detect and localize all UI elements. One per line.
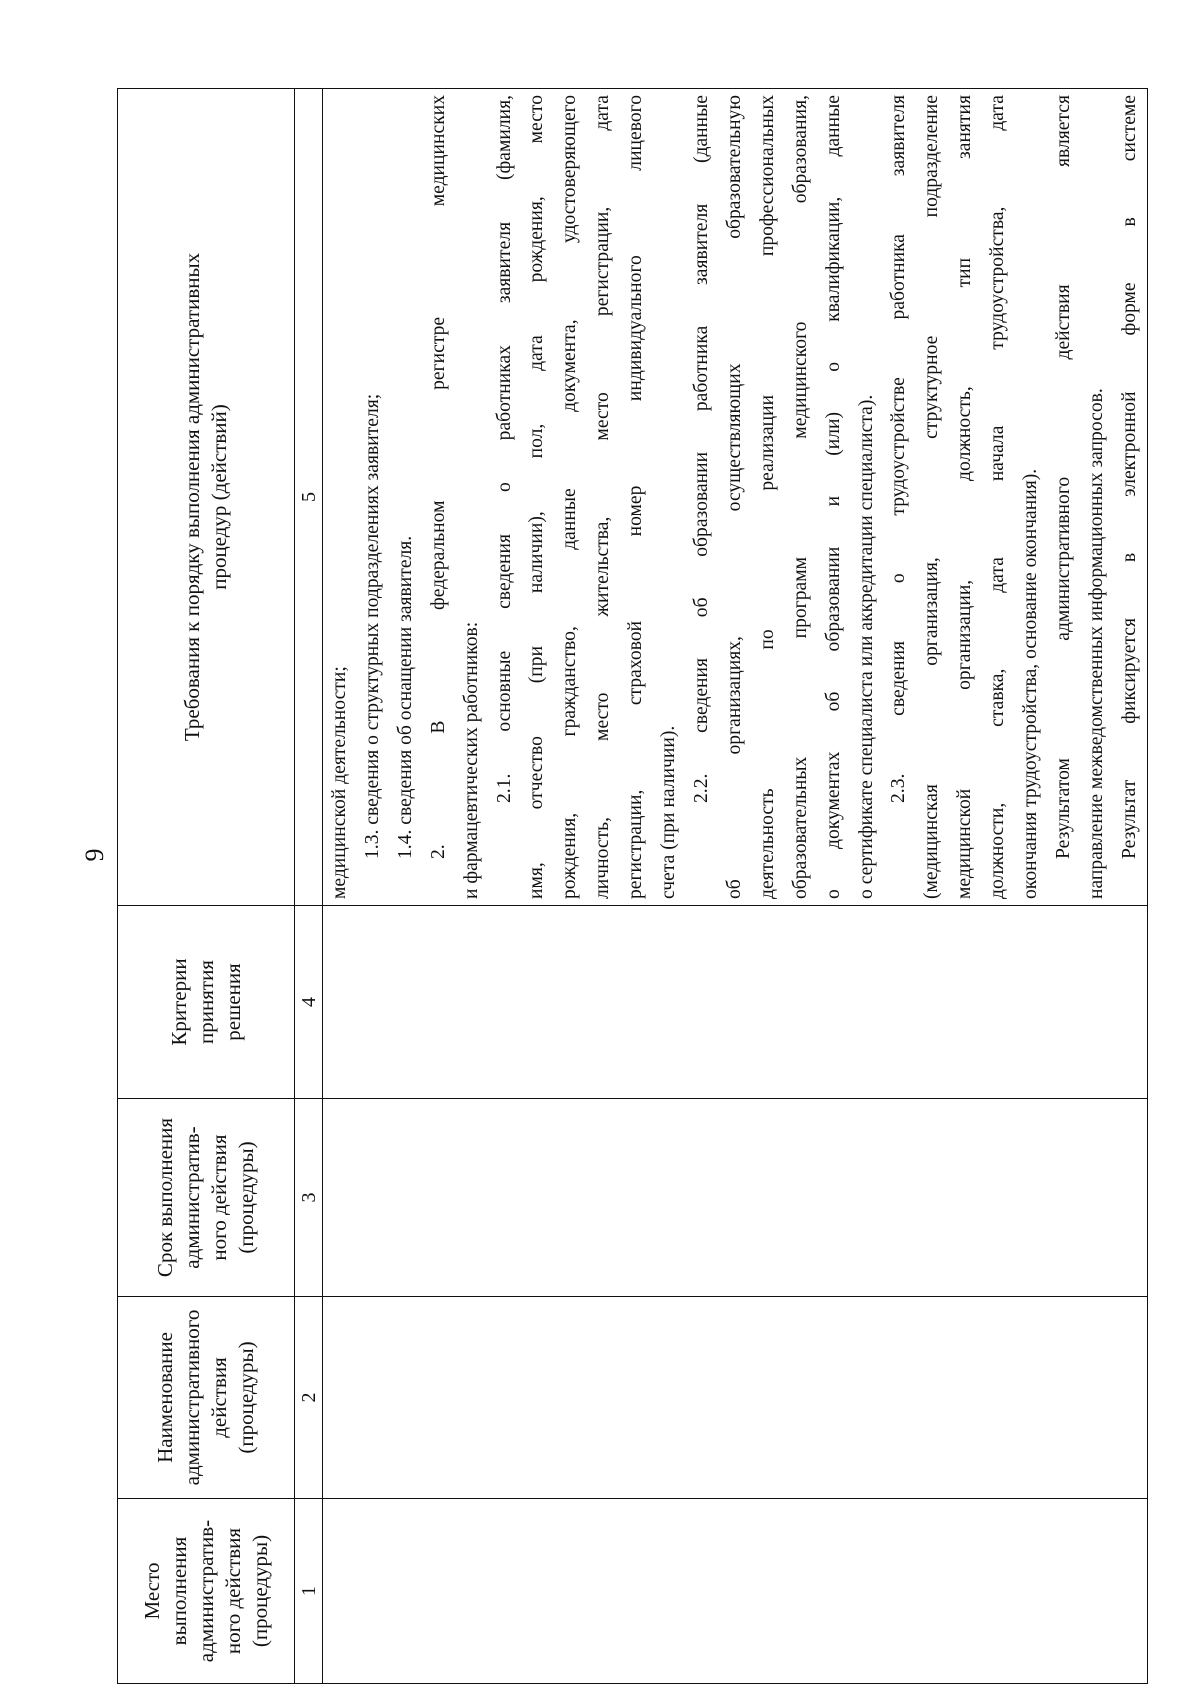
table-header-row [118, 89, 295, 1684]
page-number: 9 [80, 848, 109, 862]
text-line: направление межведомственных информационных запросов. [1085, 388, 1107, 899]
header-cell-term: Срок выполнения административ- ного действия (процедуры) [118, 1099, 295, 1297]
header-cell-requirements: Требования к порядку выполнения административных процедур (действий) [118, 89, 295, 906]
text-line: о сертификате специалиста или аккредитации специалиста). [855, 394, 877, 899]
text-line: об организациях, осуществляющих образовательную [723, 95, 745, 899]
text-line: деятельность по реализации профессиональных [756, 95, 778, 899]
body-cell-name [323, 1297, 1148, 1499]
text-line: Результат фиксируется в электронной форме в системе [1118, 95, 1140, 859]
text-line: окончания трудоустройства, основание окончания). [1020, 468, 1042, 899]
text-line: рождения, гражданство, данные документа, удостоверяющего [559, 95, 581, 899]
text-line: медицинской организации, должность, тип занятия [954, 95, 976, 899]
text-line: личность, место жительства, место регистрации, дата [592, 95, 614, 899]
body-cell-place [323, 1499, 1148, 1684]
header-cell-place: Место выполнения административ- ного действия (процедуры) [118, 1499, 295, 1684]
text-line: и фармацевтических работников: [460, 621, 482, 899]
requirements-text [323, 89, 1147, 905]
text-line: о документах об образовании и (или) о квалификации, данные [822, 95, 844, 899]
procedures-table [117, 89, 1140, 1684]
text-line: 2. В федеральном регистре медицинских [427, 95, 449, 859]
column-number: 4 [295, 906, 323, 1099]
text-line: 2.3. сведения о трудоустройстве работника заявителя [888, 95, 910, 803]
header-cell-name: Наименование административного действия (процедуры) [118, 1297, 295, 1499]
text-line: Результатом административного действия является [1052, 95, 1074, 859]
text-line: 1.4. сведения об оснащении заявителя. [394, 535, 416, 859]
table-body-row [323, 89, 1148, 1684]
body-cell-requirements [323, 89, 1148, 906]
text-line: регистрации, страховой номер индивидуального лицевого [625, 95, 647, 899]
text-line: должности, ставка, дата начала трудоустройства, дата [987, 95, 1009, 899]
text-line: образовательных программ медицинского образования, [789, 95, 811, 899]
text-line: 2.1. основные сведения о работниках заявителя (фамилия, [493, 95, 515, 803]
text-line: медицинской деятельности; [329, 666, 350, 899]
body-cell-criteria [323, 906, 1148, 1099]
body-cell-term [323, 1099, 1148, 1297]
text-line: (медицинская организация, структурное подразделение [921, 95, 943, 899]
column-number: 3 [295, 1099, 323, 1297]
text-line: 2.2. сведения об образовании работника заявителя (данные [690, 95, 712, 803]
column-number: 2 [295, 1297, 323, 1499]
column-number-row [295, 89, 323, 1684]
text-line: имя, отчество (при наличии), пол, дата рождения, место [526, 95, 548, 899]
text-line: 1.3. сведения о структурных подразделениях заявителя; [361, 393, 383, 859]
column-number: 5 [295, 89, 323, 906]
text-line: счета (при наличии). [658, 725, 680, 899]
column-number: 1 [295, 1499, 323, 1684]
header-cell-criteria: Критерии принятия решения [118, 906, 295, 1099]
